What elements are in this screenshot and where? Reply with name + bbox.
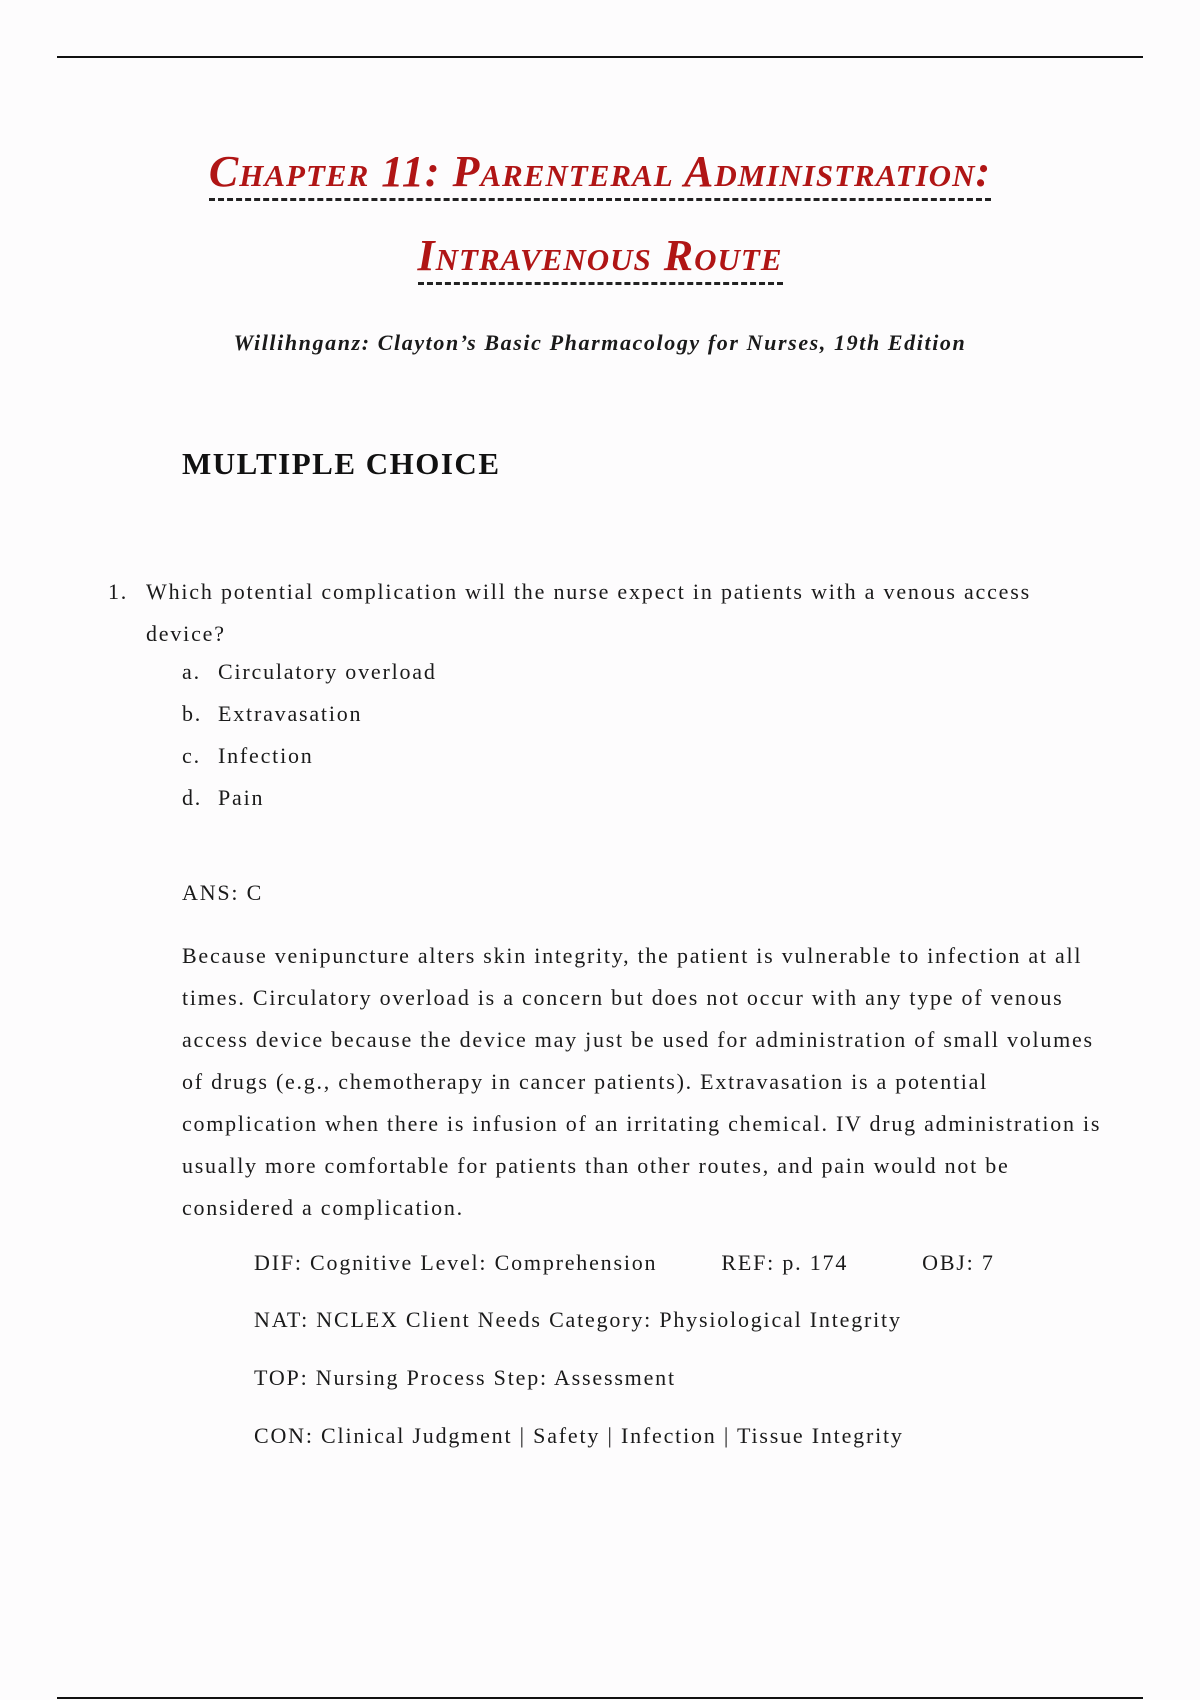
chapter-title-text-2: Intravenous Route bbox=[418, 231, 783, 285]
option-c bbox=[182, 735, 437, 777]
option-letter: b. bbox=[182, 701, 203, 726]
option-a bbox=[182, 651, 437, 693]
meta-row-difficulty bbox=[254, 1250, 995, 1276]
chapter-title-line2 bbox=[0, 230, 1200, 281]
option-letter: d. bbox=[182, 785, 203, 810]
option-text: Circulatory overload bbox=[218, 659, 437, 684]
question-stem: Which potential complication will the nurse expect in patients with a venous access device? bbox=[146, 579, 1031, 646]
meta-dif: DIF: Cognitive Level: Comprehension bbox=[254, 1250, 658, 1275]
option-letter: a. bbox=[182, 659, 201, 684]
book-subtitle: Willihnganz: Clayton’s Basic Pharmacology for Nurses, 19th Edition bbox=[233, 330, 967, 355]
meta-obj: OBJ: 7 bbox=[922, 1250, 995, 1275]
section-heading: MULTIPLE CHOICE bbox=[182, 446, 501, 481]
option-text: Pain bbox=[218, 785, 265, 810]
top-rule bbox=[57, 56, 1143, 58]
option-text: Infection bbox=[218, 743, 314, 768]
bottom-rule bbox=[57, 1697, 1143, 1699]
option-d bbox=[182, 777, 437, 819]
option-letter: c. bbox=[182, 743, 201, 768]
rationale-paragraph: Because venipuncture alters skin integrity, the patient is vulnerable to infection at all times. Circulatory overload is a concern but does not occur with any type of venous access device because the device may just be used for administration of small volumes of drugs (e.g., chemotherapy in cancer patients). Extravasation is a potential complication when there is infusion of an irritating chemical. IV drug administration is usually more comfortable for patients than other routes, and pain would not be considered a complication. bbox=[182, 943, 1102, 1220]
option-text: Extravasation bbox=[218, 701, 363, 726]
meta-top: TOP: Nursing Process Step: Assessment bbox=[254, 1365, 676, 1390]
meta-nat: NAT: NCLEX Client Needs Category: Physiological Integrity bbox=[254, 1307, 902, 1332]
meta-con: CON: Clinical Judgment | Safety | Infection | Tissue Integrity bbox=[254, 1423, 904, 1448]
chapter-title-text-1: Chapter 11: Parenteral Administration: bbox=[209, 147, 991, 201]
meta-ref: REF: p. 174 bbox=[721, 1250, 849, 1275]
option-b bbox=[182, 693, 437, 735]
question-1 bbox=[108, 571, 1068, 655]
question-number: 1. bbox=[108, 579, 129, 604]
chapter-title-line1 bbox=[0, 146, 1200, 197]
answer-key: ANS: C bbox=[182, 880, 264, 905]
answer-options bbox=[182, 651, 437, 819]
